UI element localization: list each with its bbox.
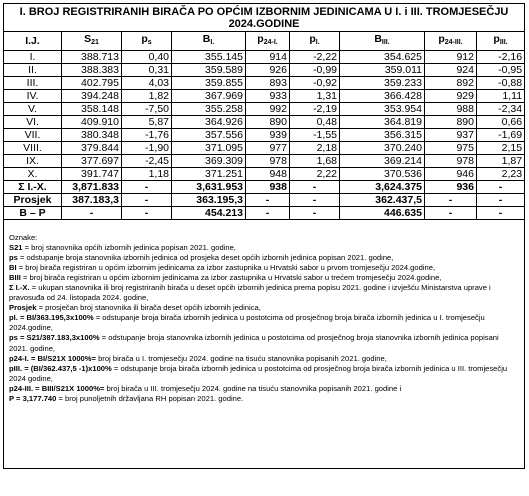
voters-table <box>3 3 525 469</box>
table-row <box>4 116 525 129</box>
note-item <box>9 263 519 273</box>
summary-row <box>4 194 525 207</box>
table-cell: 914 <box>246 51 290 64</box>
note-symbol: S21 <box>9 243 23 253</box>
table-cell: -2,19 <box>290 103 340 116</box>
table-cell: 370.240 <box>340 142 425 155</box>
table-cell: 391.747 <box>62 168 122 181</box>
table-cell: 454.213 <box>172 207 246 220</box>
table-cell: 366.428 <box>340 90 425 103</box>
table-cell: - <box>477 207 525 220</box>
note-text: = odstupanje broja birača izbornih jedinica u postotcima od prosječnog broja birača izbornih jedinica u I. tromjesečju 2024.godine, <box>9 313 485 333</box>
row-label: B – P <box>4 207 62 220</box>
table-cell: 377.697 <box>62 155 122 168</box>
table-body <box>4 4 525 51</box>
row-label: VI. <box>4 116 62 129</box>
table-cell: -2,16 <box>477 51 525 64</box>
table-cell: 371.251 <box>172 168 246 181</box>
table-row <box>4 129 525 142</box>
note-symbol: pIII. = (BI/362.437,5 -1)x100% <box>9 363 112 373</box>
table-cell: 4,03 <box>122 77 172 90</box>
note-item <box>9 394 519 404</box>
column-header-sub: I. <box>210 39 215 46</box>
table-cell: 1,68 <box>290 155 340 168</box>
notes-block <box>9 233 519 404</box>
table-row <box>4 142 525 155</box>
table-cell: 978 <box>425 155 477 168</box>
table-cell: -0,92 <box>290 77 340 90</box>
table-cell: 924 <box>425 64 477 77</box>
table-cell: 353.954 <box>340 103 425 116</box>
table-cell: 926 <box>246 64 290 77</box>
note-text: = ukupan stanovnika ili broj registriranih birača u deset općih izbornih jedinica prema popisu 2021. godine i izvješću Ministarstva uprave i pravosuđa od 24. listopada 2024. godine, <box>9 283 491 303</box>
table-cell: - <box>425 194 477 207</box>
table-cell: 1,31 <box>290 90 340 103</box>
table-row <box>4 77 525 90</box>
note-symbol: p24-III. = BIII/S21X 1000%= <box>9 383 105 393</box>
header-row <box>4 32 525 51</box>
note-item <box>9 384 519 394</box>
row-label: IX. <box>4 155 62 168</box>
column-header <box>340 32 425 51</box>
table-cell: 3,631.953 <box>172 181 246 194</box>
table-cell: 893 <box>246 77 290 90</box>
note-symbol: Σ I.-X. <box>9 283 30 293</box>
table-cell: 0,40 <box>122 51 172 64</box>
row-label: II. <box>4 64 62 77</box>
table-cell: 409.910 <box>62 116 122 129</box>
row-label: VII. <box>4 129 62 142</box>
table-row <box>4 168 525 181</box>
table-cell: - <box>62 207 122 220</box>
table-cell: 362.437,5 <box>340 194 425 207</box>
table-cell: 354.625 <box>340 51 425 64</box>
table-cell: 388.383 <box>62 64 122 77</box>
column-header-sub: 21 <box>91 39 99 46</box>
note-text: = broj birača registriran u općim izbornim jedinicama za izbor zastupnika u Hrvatski sabor u prvom tromjesečju 2024.godine, <box>16 263 436 273</box>
table-cell: 394.248 <box>62 90 122 103</box>
table-cell: 936 <box>425 181 477 194</box>
note-item <box>9 303 519 313</box>
note-item <box>9 364 519 384</box>
row-label: VIII. <box>4 142 62 155</box>
table-cell: 356.315 <box>340 129 425 142</box>
column-header-sub: s <box>147 39 152 46</box>
note-item <box>9 253 519 263</box>
notes-cell <box>4 220 525 469</box>
table-cell: - <box>122 194 172 207</box>
summary-row <box>4 207 525 220</box>
table-cell: 3,871.833 <box>62 181 122 194</box>
table-cell: 0,66 <box>477 116 525 129</box>
table-cell: - <box>122 207 172 220</box>
note-symbol: p24-I. = BI/S21X 1000%= <box>9 353 96 363</box>
notes-body <box>4 220 525 469</box>
table-row <box>4 155 525 168</box>
table-cell: -0,99 <box>290 64 340 77</box>
table-cell: -2,45 <box>122 155 172 168</box>
table-cell: -1,55 <box>290 129 340 142</box>
note-symbol: BIII <box>9 273 21 283</box>
note-symbol: ps = S21/387.183,3x100% <box>9 333 100 343</box>
column-header-sub: III. <box>381 39 390 46</box>
note-text: broj birača u I. tromjesečju 2024. godine na tisuću stanovnika popisanih 2021. godine, <box>95 353 387 363</box>
table-title: I. BROJ REGISTRIRANIH BIRAČA PO OPĆIM IZBORNIM JEDINICAMA U I. i III. TROMJESEČJU 2024.GODINE <box>4 4 525 32</box>
note-symbol: ps <box>9 253 18 263</box>
table-cell: - <box>290 181 340 194</box>
table-cell: 359.855 <box>172 77 246 90</box>
table-cell: 892 <box>425 77 477 90</box>
column-header <box>290 32 340 51</box>
table-cell: 2,18 <box>290 142 340 155</box>
table-cell: 937 <box>425 129 477 142</box>
note-text: = odstupanje broja birača izbornih jedinica u postotcima od prosječnog broja birača izbornih jedinica u III. tromjesečju 2024 godine, <box>9 363 508 383</box>
table-cell: 355.145 <box>172 51 246 64</box>
table-cell: -1,76 <box>122 129 172 142</box>
column-header <box>4 32 62 51</box>
column-header-main: p <box>438 33 445 45</box>
notes-title: Oznake: <box>9 233 38 242</box>
note-item <box>9 354 519 364</box>
table-cell: - <box>290 207 340 220</box>
row-label: X. <box>4 168 62 181</box>
column-header-main: p <box>309 33 316 45</box>
column-header-sub: 24-III. <box>444 39 463 46</box>
table-cell: 0,48 <box>290 116 340 129</box>
table-cell: 946 <box>425 168 477 181</box>
column-header-main: I.J. <box>25 35 40 47</box>
column-header <box>246 32 290 51</box>
table-cell: 933 <box>246 90 290 103</box>
table-cell: 0,31 <box>122 64 172 77</box>
note-text: = broj punoljetnih državljana RH popisan 2021. godine. <box>56 393 244 403</box>
row-label: Prosjek <box>4 194 62 207</box>
note-item <box>9 243 519 253</box>
table-cell: - <box>425 207 477 220</box>
table-cell: 890 <box>425 116 477 129</box>
row-label: III. <box>4 77 62 90</box>
note-text: broj birača u III. tromjesečju 2024. godine na tisuću stanovnika popisanih 2021. godine i <box>104 383 402 393</box>
table-cell: 5,87 <box>122 116 172 129</box>
notes-row <box>4 220 525 469</box>
title-row <box>4 4 525 32</box>
note-text: = broj birača registriran u općim izbornim jedinicama za izbor zastupnika u Hrvatski sabor u trećem tromjesečju 2024.godine, <box>20 273 442 283</box>
table-cell: 2,15 <box>477 142 525 155</box>
table-cell: 359.589 <box>172 64 246 77</box>
table-cell: 364.819 <box>340 116 425 129</box>
table-cell: - <box>477 194 525 207</box>
document <box>3 3 524 469</box>
table-cell: 364.926 <box>172 116 246 129</box>
table-cell: 1,87 <box>477 155 525 168</box>
note-item <box>9 283 519 303</box>
table-cell: -7,50 <box>122 103 172 116</box>
table-cell: 992 <box>246 103 290 116</box>
notes-list <box>9 243 519 404</box>
table-cell: 938 <box>246 181 290 194</box>
table-cell: 1,11 <box>477 90 525 103</box>
table-cell: 929 <box>425 90 477 103</box>
table-cell: 388.713 <box>62 51 122 64</box>
column-header <box>122 32 172 51</box>
table-cell: 363.195,3 <box>172 194 246 207</box>
note-text: = broj stanovnika općih izbornih jedinica popisan 2021. godine, <box>22 243 236 253</box>
note-item <box>9 273 519 283</box>
table-cell: 977 <box>246 142 290 155</box>
column-header-main: B <box>374 33 382 45</box>
table-cell: 402.795 <box>62 77 122 90</box>
table-cell: 358.148 <box>62 103 122 116</box>
table-body-rows <box>4 51 525 220</box>
table-cell: 359.011 <box>340 64 425 77</box>
table-cell: -2,34 <box>477 103 525 116</box>
table-cell: 975 <box>425 142 477 155</box>
table-row <box>4 103 525 116</box>
table-cell: 379.844 <box>62 142 122 155</box>
table-cell: 387.183,3 <box>62 194 122 207</box>
table-cell: - <box>290 194 340 207</box>
table-row <box>4 90 525 103</box>
row-label: V. <box>4 103 62 116</box>
table-cell: 369.309 <box>172 155 246 168</box>
table-cell: 988 <box>425 103 477 116</box>
table-cell: - <box>246 207 290 220</box>
note-symbol: BI <box>9 263 17 273</box>
summary-row <box>4 181 525 194</box>
column-header <box>172 32 246 51</box>
column-header <box>62 32 122 51</box>
table-cell: 912 <box>425 51 477 64</box>
column-header-main: S <box>84 33 92 45</box>
table-cell: 355.258 <box>172 103 246 116</box>
note-text: = prosječan broj stanovnika ili birača deset općih izbornih jedinica, <box>36 303 261 313</box>
table-cell: 1,82 <box>122 90 172 103</box>
row-label: I. <box>4 51 62 64</box>
note-symbol: pI. = BI/363.195,3x100% <box>9 313 94 323</box>
table-cell: -1,90 <box>122 142 172 155</box>
note-item <box>9 333 519 353</box>
table-cell: 3,624.375 <box>340 181 425 194</box>
table-cell: 359.233 <box>340 77 425 90</box>
note-text: = odstupanje broja stanovnika izbornih jedinica u postotcima od prosječnog broja stanovnika izbornih jedinica popisani 2021. godine, <box>9 333 499 353</box>
table-cell: 1,18 <box>122 168 172 181</box>
note-symbol: Prosjek <box>9 303 37 313</box>
column-header-main: p <box>493 33 500 45</box>
table-cell: 371.095 <box>172 142 246 155</box>
table-cell: -0,88 <box>477 77 525 90</box>
table-cell: -0,95 <box>477 64 525 77</box>
column-header-sub: I. <box>315 39 320 46</box>
note-text: = odstupanje broja stanovnika izbornih jedinica od prosjeka deset općih izbornih jedinica popisan 2021. godine, <box>17 253 394 263</box>
table-row <box>4 51 525 64</box>
table-cell: 370.536 <box>340 168 425 181</box>
table-cell: - <box>246 194 290 207</box>
table-cell: 446.635 <box>340 207 425 220</box>
table-cell: 357.556 <box>172 129 246 142</box>
table-cell: -2,22 <box>290 51 340 64</box>
column-header-sub: III. <box>499 39 508 46</box>
table-cell: 2,22 <box>290 168 340 181</box>
table-cell: 948 <box>246 168 290 181</box>
table-cell: 939 <box>246 129 290 142</box>
table-cell: - <box>477 181 525 194</box>
column-header-sub: 24-I. <box>263 39 278 46</box>
column-header <box>477 32 525 51</box>
column-header-main: p <box>257 33 264 45</box>
column-header-main: B <box>202 33 211 45</box>
row-label: Σ I.-X. <box>4 181 62 194</box>
table-cell: -1,69 <box>477 129 525 142</box>
table-cell: 380.348 <box>62 129 122 142</box>
column-header-main: p <box>141 33 148 45</box>
column-header <box>425 32 477 51</box>
table-cell: 890 <box>246 116 290 129</box>
table-cell: 369.214 <box>340 155 425 168</box>
note-symbol: P = 3,177.740 <box>9 393 57 403</box>
table-cell: 2,23 <box>477 168 525 181</box>
table-cell: 978 <box>246 155 290 168</box>
table-cell: - <box>122 181 172 194</box>
note-item <box>9 313 519 333</box>
row-label: IV. <box>4 90 62 103</box>
table-row <box>4 64 525 77</box>
table-cell: 367.969 <box>172 90 246 103</box>
